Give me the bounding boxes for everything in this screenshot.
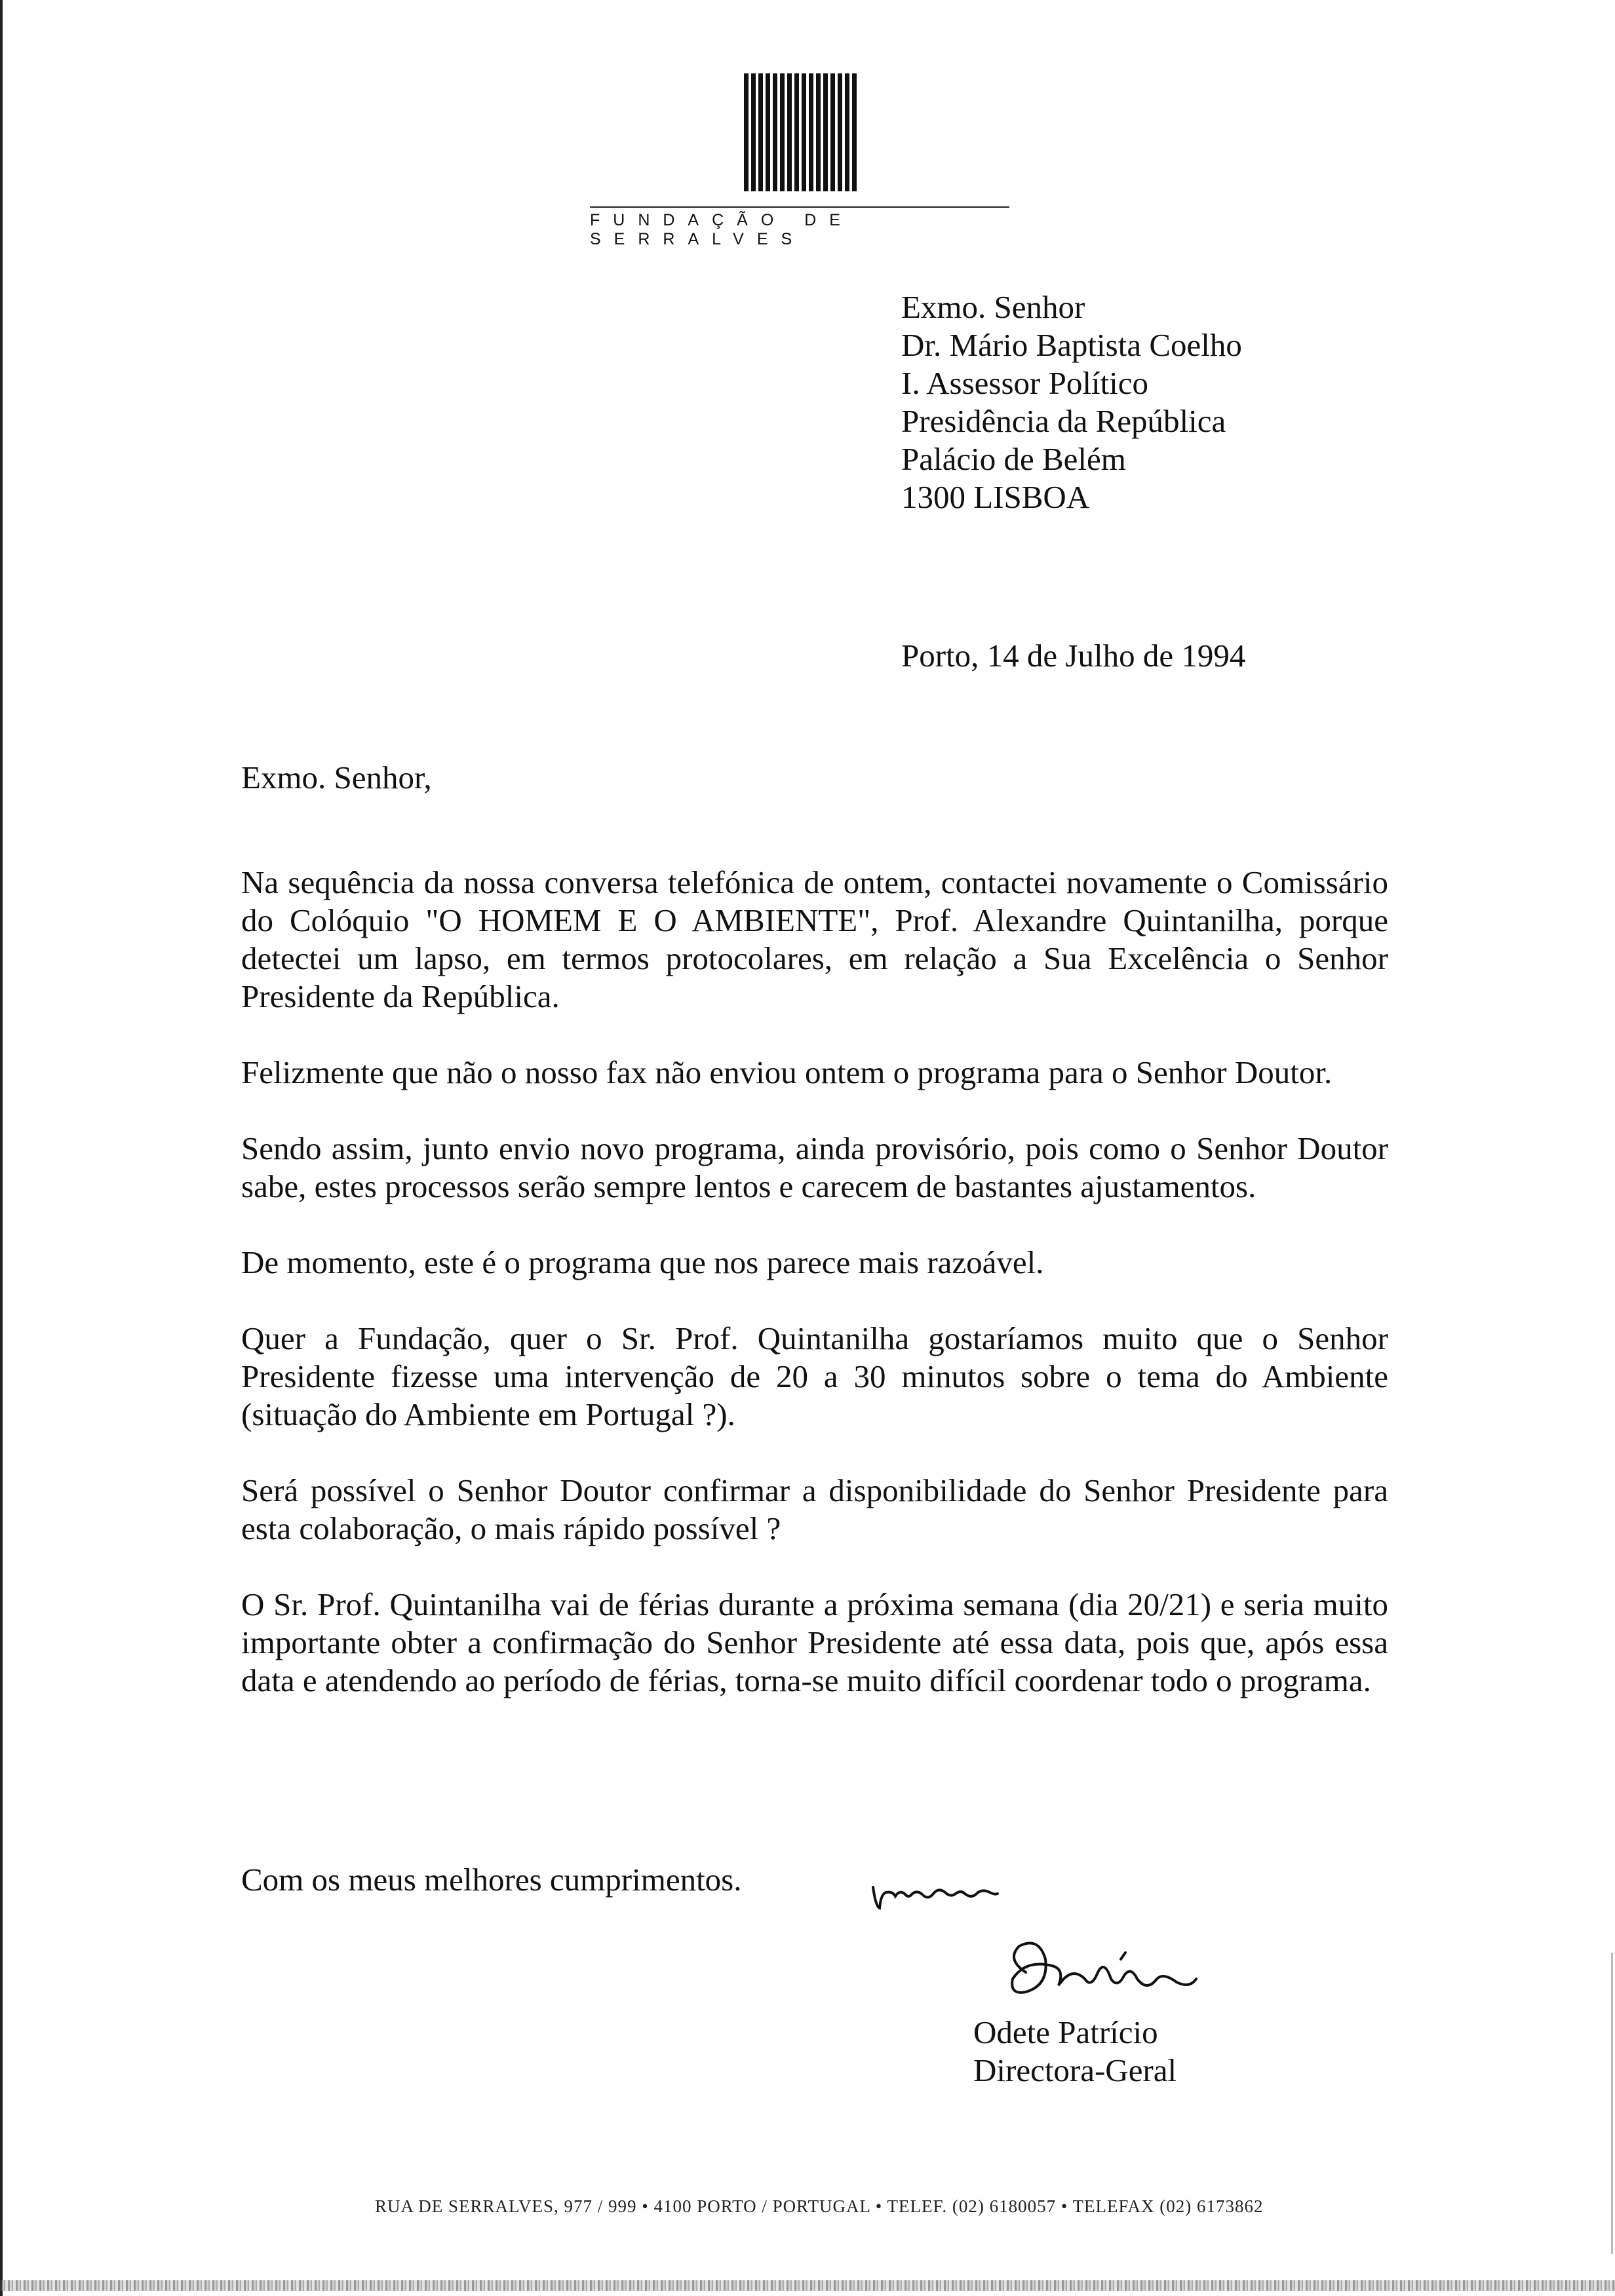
salutation: Exmo. Senhor, bbox=[241, 759, 432, 795]
serralves-logo bbox=[744, 73, 858, 191]
recipient-line: 1300 LISBOA bbox=[901, 479, 1090, 515]
scan-edge-left bbox=[0, 0, 3, 2296]
handwritten-pessoais bbox=[866, 1867, 1063, 1920]
signatory-title: Directora-Geral bbox=[973, 2052, 1177, 2088]
scan-edge-right bbox=[1611, 1953, 1613, 2254]
recipient-line: I. Assessor Político bbox=[901, 365, 1149, 401]
body-paragraph: Sendo assim, junto envio novo programa, ainda provisório, pois como o Senhor Doutor sabe, estes processos serão sempre lentos e carecem de bastantes ajustamentos. bbox=[241, 1130, 1388, 1204]
recipient-line: Exmo. Senhor bbox=[901, 289, 1085, 325]
signatory-name: Odete Patrício bbox=[973, 2014, 1158, 2050]
footer-address: RUA DE SERRALVES, 977 / 999 • 4100 PORTO / PORTUGAL • TELEF. (02) 6180057 • TELEFAX (02) 6173862 bbox=[375, 2196, 1264, 2216]
recipient-address bbox=[901, 288, 1242, 516]
scan-edge-bottom bbox=[0, 2280, 1615, 2291]
recipient-line: Presidência da República bbox=[901, 403, 1226, 439]
letter-date: Porto, 14 de Julho de 1994 bbox=[901, 638, 1246, 674]
organization-name: FUNDAÇÃO DE SERRALVES bbox=[590, 211, 853, 248]
closing-line: Com os meus melhores cumprimentos. bbox=[241, 1862, 742, 1898]
body-paragraph: O Sr. Prof. Quintanilha vai de férias durante a próxima semana (dia 20/21) e seria muito importante obter a confirmação do Senhor Presidente até essa data, pois que, após essa data e atendendo ao período de férias, torna-se muito difícil coordenar todo o programa. bbox=[241, 1586, 1388, 1698]
letter-body bbox=[241, 864, 1388, 1738]
signature bbox=[1000, 1933, 1236, 2025]
body-paragraph: Será possível o Senhor Doutor confirmar a disponibilidade do Senhor Presidente para esta colaboração, o mais rápido possível ? bbox=[241, 1472, 1388, 1546]
body-paragraph: De momento, este é o programa que nos parece mais razoável. bbox=[241, 1244, 1044, 1280]
recipient-line: Palácio de Belém bbox=[901, 441, 1126, 477]
body-paragraph: Felizmente que não o nosso fax não enviou ontem o programa para o Senhor Doutor. bbox=[241, 1054, 1333, 1090]
letterhead-rule bbox=[590, 206, 1009, 208]
body-paragraph: Na sequência da nossa conversa telefónica de ontem, contactei novamente o Comissário do Colóquio "O HOMEM E O AMBIENTE", Prof. Alexandre Quintanilha, porque detectei um lapso, em termos protocolares, em relação a Sua Excelência o Senhor Presidente da República. bbox=[241, 864, 1388, 1014]
body-paragraph: Quer a Fundação, quer o Sr. Prof. Quintanilha gostaríamos muito que o Senhor Presidente fizesse uma intervenção de 20 a 30 minutos sobre o tema do Ambiente (situação do Ambiente em Portugal ?). bbox=[241, 1320, 1388, 1432]
signatory-block bbox=[973, 2014, 1177, 2090]
recipient-line: Dr. Mário Baptista Coelho bbox=[901, 327, 1242, 363]
